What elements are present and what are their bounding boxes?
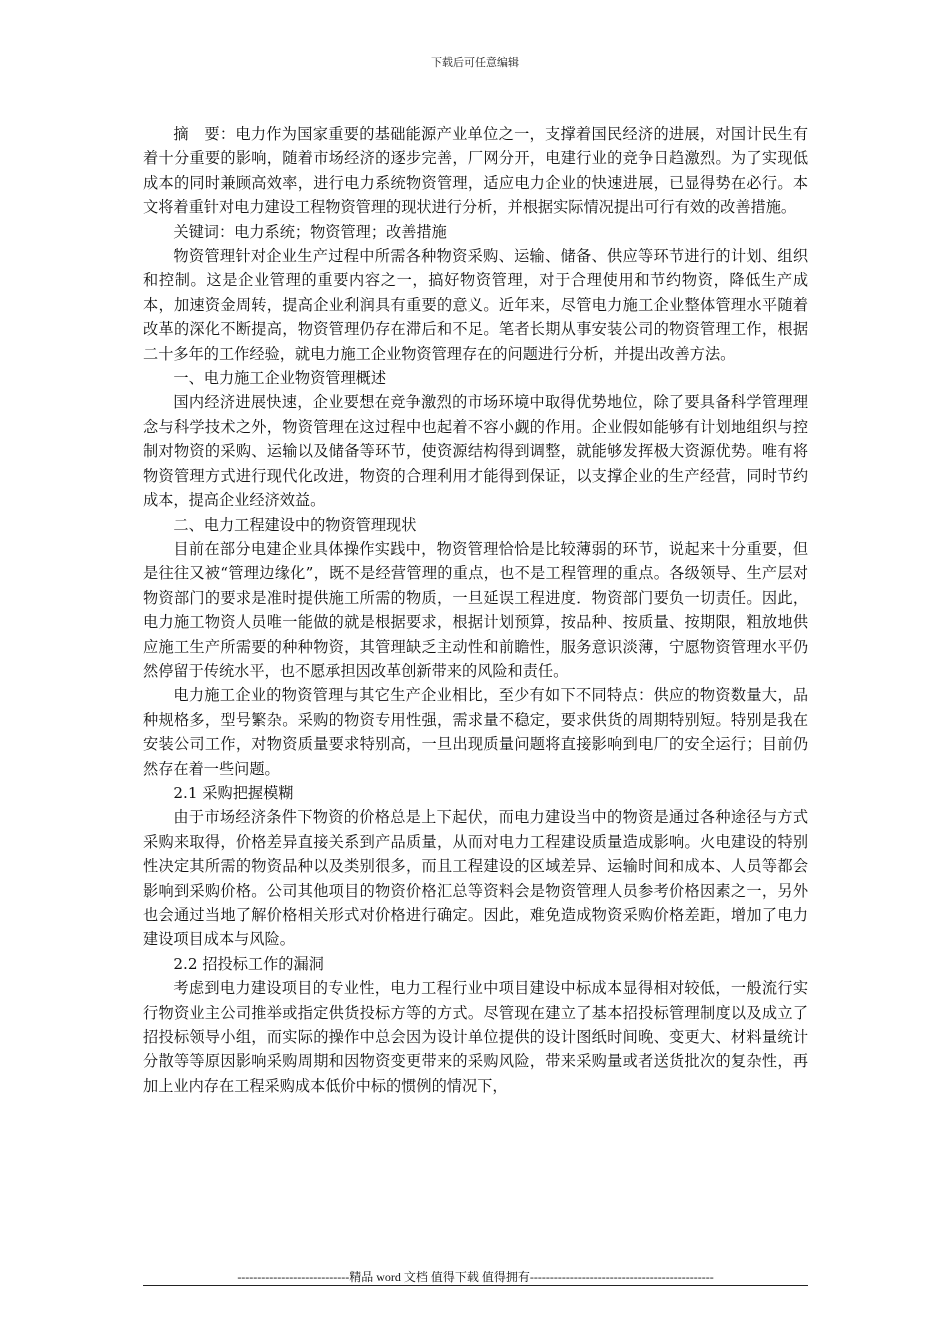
subsection-2-1-paragraph: 由于市场经济条件下物资的价格总是上下起伏，而电力建设当中的物资是通过各种途径与方式采购来取得，价格差异直接关系到产品质量，从而对电力工程建设质量造成影响。火电建设的特别性决定其所需的物资品种以及类别很多，而且工程建设的区域差异、运输时间和成本、人员等都会影响到采购价格。公司其他项目的物资价格汇总等资料会是物资管理人员参考价格因素之一，另外也会通过当地了解价格相关形式对价格进行确定。因此，难免造成物资采购价格差距，增加了电力建设项目成本与风险。 [143, 808, 808, 949]
document-body [143, 122, 808, 1098]
subsection-heading-2-1: 2.1 采购把握模糊 [173, 783, 294, 802]
page-header: 下载后可任意编辑 [431, 56, 519, 69]
keywords-line: 关键词：电力系统；物资管理；改善措施 [173, 222, 447, 241]
subsection-heading-2-2: 2.2 招投标工作的漏洞 [173, 954, 324, 973]
section-1-paragraph: 国内经济进展快速，企业要想在竞争激烈的市场环境中取得优势地位，除了要具备科学管理理念与科学技术之外，物资管理在这过程中也起着不容小觑的作用。企业假如能够有计划地组织与控制对物资的采购、运输以及储备等环节，使资源结构得到调整，就能够发挥极大资源优势。唯有将物资管理方式进行现代化改进，物资的合理利用才能得到保证，以支撑企业的生产经营，同时节约成本，提高企业经济效益。 [143, 393, 808, 510]
subsection-2-2-paragraph: 考虑到电力建设项目的专业性，电力工程行业中项目建设中标成本显得相对较低，一般流行实行物资业主公司推举或指定供货投标方等的方式。尽管现在建立了基本招投标管理制度以及成立了招投标领导小组，而实际的操作中总会因为设计单位提供的设计图纸时间晚、变更大、材料量统计分散等等原因影响采购周期和因物资变更带来的采购风险，带来采购量或者送货批次的复杂性，再加上业内存在工程采购成本低价中标的惯例的情况下， [143, 979, 808, 1095]
section-heading-2: 二、电力工程建设中的物资管理现状 [173, 515, 417, 534]
section-heading-1: 一、电力施工企业物资管理概述 [173, 369, 387, 388]
section-2-paragraph-1: 目前在部分电建企业具体操作实践中，物资管理恰恰是比较薄弱的环节，说起来十分重要，但是往往又被“管理边缘化”，既不是经营管理的重点，也不是工程管理的重点。各级领导、生产层对物资部门的要求是准时提供施工所需的物质，一旦延误工程进度．物资部门要负一切责任。因此，电力施工物资人员唯一能做的就是根据要求，根据计划预算，按品种、按质量、按期限，粗放地供应施工生产所需要的种种物资，其管理缺乏主动性和前瞻性，服务意识淡薄，宁愿物资管理水平仍然停留于传统水平，也不愿承担因改革创新带来的风险和责任。 [143, 539, 808, 680]
page-footer: ----------------------------精品 word 文档 值得下载 值得拥有---------------------------------------------- [237, 1270, 714, 1284]
intro-paragraph: 物资管理针对企业生产过程中所需各种物资采购、运输、储备、供应等环节进行的计划、组织和控制。这是企业管理的重要内容之一，搞好物资管理，对于合理使用和节约物资，降低生产成本，加速资金周转，提高企业利润具有重要的意义。近年来，尽管电力施工企业整体管理水平随着改革的深化不断提高，物资管理仍存在滞后和不足。笔者长期从事安装公司的物资管理工作，根据二十多年的工作经验，就电力施工企业物资管理存在的问题进行分析，并提出改善方法。 [143, 247, 808, 363]
abstract-paragraph: 摘 要：电力作为国家重要的基础能源产业单位之一，支撑着国民经济的进展，对国计民生有着十分重要的影响，随着市场经济的逐步完善，厂网分开，电建行业的竞争日趋激烈。为了实现低成本的同时兼顾高效率，进行电力系统物资管理，适应电力企业的快速进展，已显得势在必行。本文将着重针对电力建设工程物资管理的现状进行分析，并根据实际情况提出可行有效的改善措施。 [143, 125, 808, 217]
section-2-paragraph-2: 电力施工企业的物资管理与其它生产企业相比，至少有如下不同特点：供应的物资数量大，品种规格多，型号繁杂。采购的物资专用性强，需求量不稳定，要求供货的周期特别短。特别是我在安装公司工作，对物资质量要求特别高，一旦出现质量问题将直接影响到电厂的安全运行；目前仍然存在着一些问题。 [143, 686, 808, 778]
footer-rule [143, 1285, 808, 1286]
